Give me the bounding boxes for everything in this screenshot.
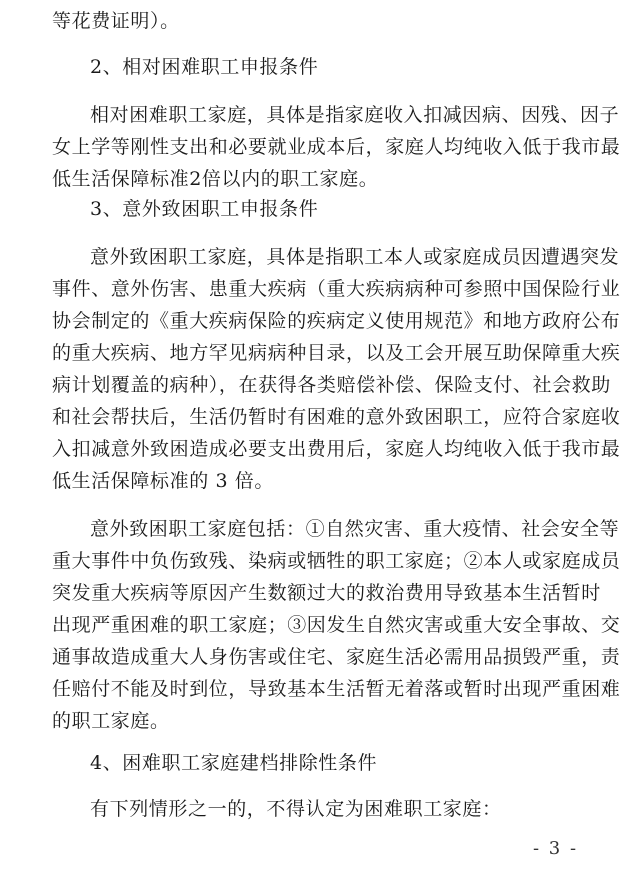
- paragraph-line: 入扣减意外致困造成必要支出费用后，家庭人均纯收入低于我市最: [52, 438, 621, 460]
- paragraph-line: 有下列情形之一的，不得认定为困难职工家庭：: [90, 798, 502, 820]
- paragraph-line: 的重大疾病、地方罕见病病种目录，以及工会开展互助保障重大疾: [52, 342, 621, 364]
- section-heading-4: 4、困难职工家庭建档排除性条件: [90, 752, 378, 774]
- paragraph-line: 低生活保障标准的 3 倍。: [52, 470, 274, 492]
- paragraph-line: 病计划覆盖的病种），在获得各类赔偿补偿、保险支付、社会救助: [52, 374, 611, 396]
- paragraph-line: 的职工家庭。: [52, 710, 170, 732]
- paragraph-line: 事件、意外伤害、患重大疾病（重大疾病病种可参照中国保险行业: [52, 278, 621, 300]
- section-heading-3: 3、意外致困职工申报条件: [90, 198, 319, 220]
- paragraph-line: 低生活保障标准2倍以内的职工家庭。: [52, 168, 379, 190]
- page-number: - 3 -: [533, 838, 579, 859]
- paragraph-line: 和社会帮扶后，生活仍暂时有困难的意外致困职工，应符合家庭收: [52, 406, 621, 428]
- paragraph-line: 突发重大疾病等原因产生数额过大的救治费用导致基本生活暂时: [52, 582, 601, 604]
- paragraph-line: 出现严重困难的职工家庭；③因发生自然灾害或重大安全事故、交: [52, 614, 621, 636]
- section-heading-2: 2、相对困难职工申报条件: [90, 56, 319, 78]
- paragraph-line: 等花费证明）。: [52, 10, 180, 32]
- paragraph-line: 相对困难职工家庭，具体是指家庭收入扣减因病、因残、因子: [90, 104, 620, 126]
- paragraph-line: 任赔付不能及时到位，导致基本生活暂无着落或暂时出现严重困难: [52, 678, 621, 700]
- paragraph-line: 通事故造成重大人身伤害或住宅、家庭生活必需用品损毁严重，责: [52, 646, 621, 668]
- paragraph-line: 意外致困职工家庭包括：①自然灾害、重大疫情、社会安全等: [90, 518, 620, 540]
- paragraph-line: 协会制定的《重大疾病保险的疾病定义使用规范》和地方政府公布: [52, 310, 621, 332]
- paragraph-line: 重大事件中负伤致残、染病或牺牲的职工家庭；②本人或家庭成员: [52, 550, 621, 572]
- paragraph-line: 意外致困职工家庭，具体是指职工本人或家庭成员因遭遇突发: [90, 246, 620, 268]
- paragraph-line: 女上学等刚性支出和必要就业成本后，家庭人均纯收入低于我市最: [52, 136, 621, 158]
